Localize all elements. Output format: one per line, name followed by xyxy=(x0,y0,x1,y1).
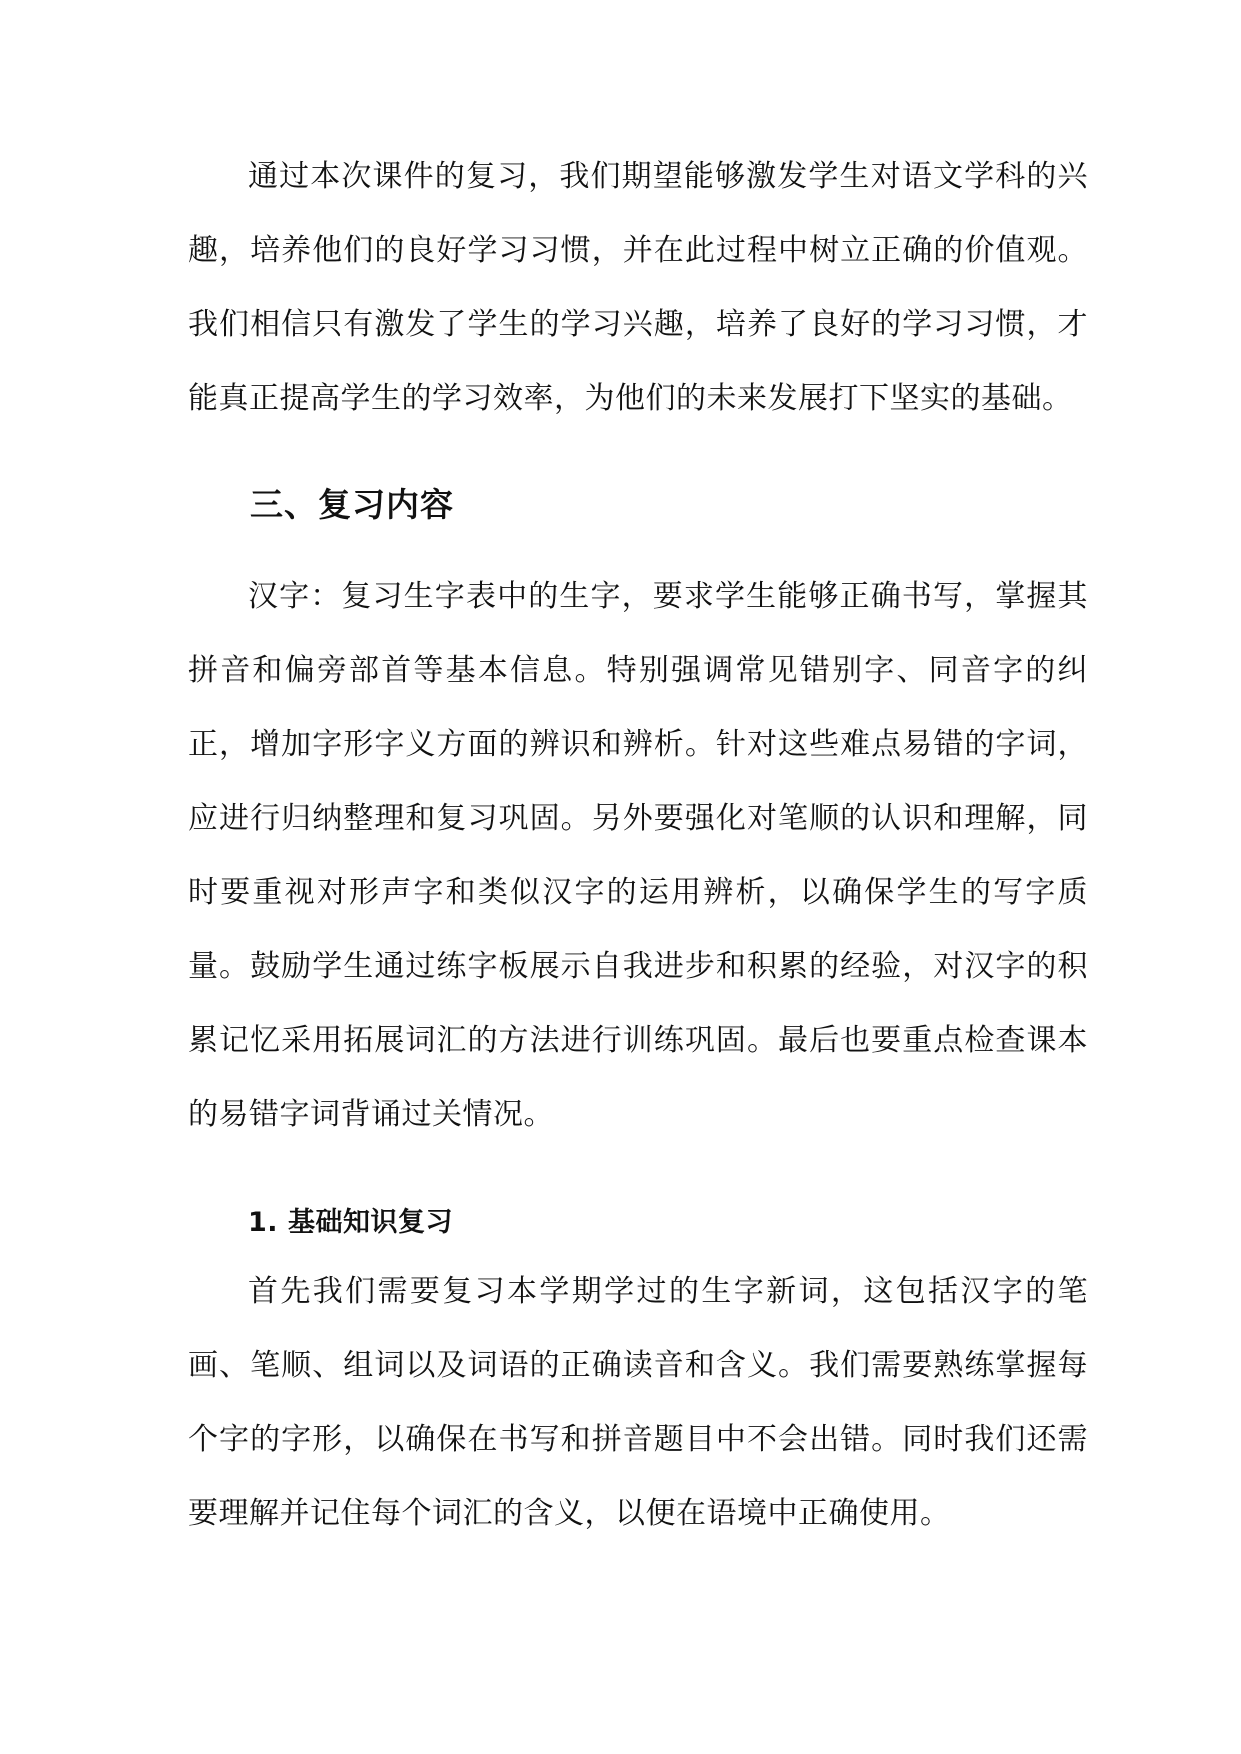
subsection-heading: 1. 基础知识复习 xyxy=(248,1207,453,1238)
basic-review-paragraph: 首先我们需要复习本学期学过的生字新词，这包括汉字的笔画、笔顺、组词以及词语的正确读音和含义。我们需要熟练掌握每个字的字形，以确保在书写和拼音题目中不会出错。同时我们还需要理解并记住每个词汇的含义，以便在语境中正确使用。 xyxy=(188,1274,1088,1531)
section-heading: 三、复习内容 xyxy=(250,485,454,524)
chinese-char-paragraph: 汉字：复习生字表中的生字，要求学生能够正确书写，掌握其拼音和偏旁部首等基本信息。特别强调常见错别字、同音字的纠正，增加字形字义方面的辨识和辨析。针对这些难点易错的字词，应进行归纳整理和复习巩固。另外要强化对笔顺的认识和理解，同时要重视对形声字和类似汉字的运用辨析，以确保学生的写字质量。鼓励学生通过练字板展示自我进步和积累的经验，对汉字的积累记忆采用拓展词汇的方法进行训练巩固。最后也要重点检查课本的易错字词背诵过关情况。 xyxy=(188,579,1088,1132)
intro-paragraph: 通过本次课件的复习，我们期望能够激发学生对语文学科的兴趣，培养他们的良好学习习惯，并在此过程中树立正确的价值观。我们相信只有激发了学生的学习兴趣，培养了良好的学习习惯，才能真正提高学生的学习效率，为他们的未来发展打下坚实的基础。 xyxy=(188,159,1088,416)
